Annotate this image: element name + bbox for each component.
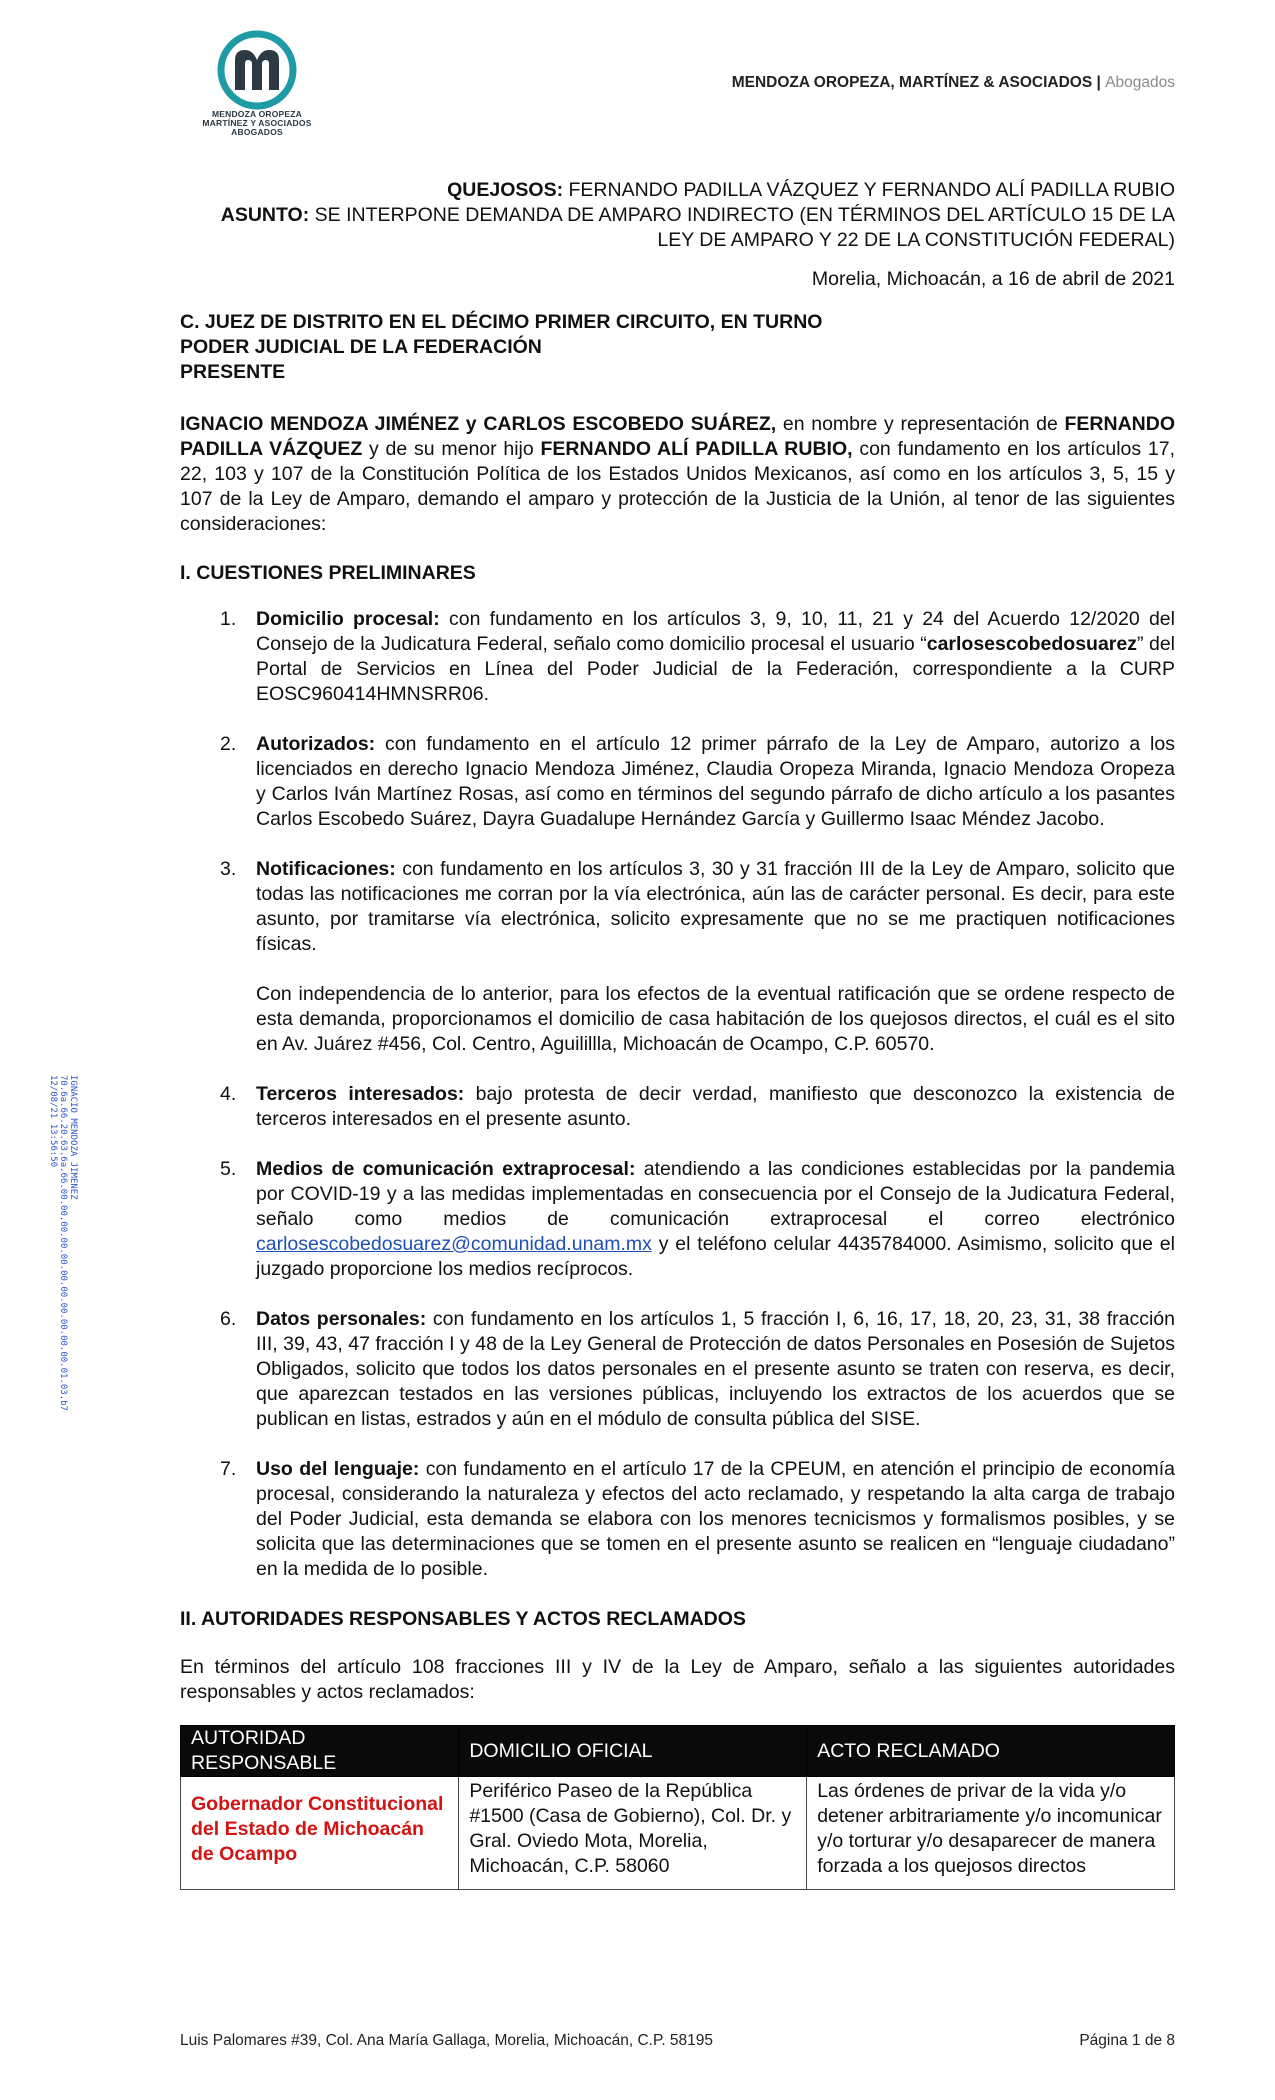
item-label: Medios de comunicación extraprocesal:: [256, 1158, 636, 1180]
item-text-b: y el teléfono celular 4435784000. Asimismo, solicito que el juzgado proporcione los medios recíprocos.: [256, 1233, 1175, 1280]
header-act: ACTO RECLAMADO: [807, 1726, 1175, 1777]
addressee-line-3: PRESENTE: [180, 361, 286, 383]
cell-address: Periférico Paseo de la República #1500 (Casa de Gobierno), Col. Dr. y Gral. Oviedo Mota, Morelia, Michoacán, C.P. 58060: [459, 1777, 807, 1890]
item-text: con fundamento en los artículos 1, 5 fracción I, 6, 16, 17, 18, 20, 23, 31, 38 fracción III, 39, 43, 47 fracción I y 48 de la Ley General de Protección de datos Personales en Posesión de Sujetos Obligados, solicito que todos los datos personales en el presente asunto se traten con reserva, es decir, que aparezcan testados en las versiones públicas, incluyendo los extractos de los acuerdos que se publican en listas, estrados y aún en el módulo de consulta pública del SISE.: [256, 1308, 1175, 1430]
list-item: [180, 1157, 1175, 1282]
asunto-line-2: LEY DE AMPARO Y 22 DE LA CONSTITUCIÓN FEDERAL): [657, 229, 1175, 251]
footer-address: Luis Palomares #39, Col. Ana María Gallaga, Morelia, Michoacán, C.P. 58195: [180, 2032, 714, 2049]
list-item: [180, 732, 1175, 832]
item-text: con fundamento en los artículos 3, 9, 10, 11, 21 y 24 del Acuerdo 12/2020 del Consejo de la Judicatura Federal, señalo como domicilio procesal el usuario “: [256, 608, 1175, 655]
firm-logo: [197, 30, 317, 162]
asunto-text-1: SE INTERPONE DEMANDA DE AMPARO INDIRECTO (EN TÉRMINOS DEL ARTÍCULO 15 DE LA: [309, 204, 1175, 226]
logo-line-3: ABOGADOS: [231, 127, 283, 137]
list-item: [180, 607, 1175, 707]
page-footer: [180, 2032, 1175, 2050]
stamp-line-1: IGNACIO MENDOZA JIMENEZ: [68, 1075, 78, 1200]
quejosos-text: FERNANDO PADILLA VÁZQUEZ Y FERNANDO ALÍ PADILLA RUBIO: [563, 179, 1175, 201]
item-text: atendiendo a las condiciones establecidas por la pandemia por COVID-19 y a las medidas implementadas en consecuencia por el Consejo de la Judicatura Federal, señalo como medios de comunicación extraprocesal el correo electrónico: [256, 1158, 1175, 1230]
asunto-label: ASUNTO:: [220, 204, 310, 226]
quejosos-line: [180, 178, 1175, 203]
item-bold-user: carlosescobedosuarez: [926, 633, 1137, 655]
asunto-line: [180, 203, 1175, 228]
firm-separator: |: [1096, 74, 1101, 91]
stamp-line-2: 70.6a.66.20.63.6a.66.00.00.00.00.00.00.00.00.00.00.00.01.03.b7: [58, 1075, 68, 1411]
logo-line-1: MENDOZA OROPEZA: [211, 109, 303, 119]
item-text: bajo protesta de decir verdad, manifiesto que desconozco la existencia de terceros interesados en el presente asunto.: [256, 1083, 1175, 1130]
firm-subtitle: Abogados: [1105, 74, 1175, 91]
addressee-line-2: PODER JUDICIAL DE LA FEDERACIÓN: [180, 336, 542, 358]
intro-party-2: FERNANDO ALÍ PADILLA RUBIO,: [540, 438, 853, 460]
cell-authority: Gobernador Constitucional del Estado de Michoacán de Ocampo: [181, 1777, 459, 1890]
item-extra-paragraph: Con independencia de lo anterior, para los efectos de la eventual ratificación que se ordene respecto de esta demanda, proporcionamos el domicilio de casa habitación de los quejosos directos, el cuál es el sito en Av. Juárez #456, Col. Centro, Aguilillla, Michoacán de Ocampo, C.P. 60570.: [256, 983, 1175, 1055]
subject-block: [180, 178, 1175, 253]
digital-signature-stamp: [48, 1075, 78, 1411]
item-number: 4.: [220, 1083, 237, 1105]
addressee-block: [180, 310, 1175, 385]
section-2-title: II. AUTORIDADES RESPONSABLES Y ACTOS RECLAMADOS: [180, 1608, 746, 1630]
quejosos-label: QUEJOSOS:: [447, 179, 564, 201]
item-label: Terceros interesados:: [256, 1083, 465, 1105]
item-text-b: ” del Portal de Servicios en Línea del Poder Judicial de la Federación, correspondiente a la CURP EOSC960414HMNSRR06.: [256, 633, 1175, 705]
header-address: DOMICILIO OFICIAL: [459, 1726, 807, 1777]
intro-text-2: y de su menor hijo: [362, 438, 541, 460]
header-authority: AUTORIDAD RESPONSABLE: [181, 1726, 459, 1777]
table-header-row: [181, 1726, 1175, 1777]
item-label: Autorizados:: [256, 733, 376, 755]
email-link[interactable]: carlosescobedosuarez@comunidad.unam.mx: [256, 1233, 652, 1255]
item-number: 7.: [220, 1458, 237, 1480]
item-text: con fundamento en los artículos 3, 30 y 31 fracción III de la Ley de Amparo, solicito que todas las notificaciones me corran por la vía electrónica, aún las de carácter personal. Es decir, para este asunto, por tramitarse vía electrónica, solicito expresamente que no se me practiquen notificaciones físicas.: [256, 858, 1175, 955]
list-item: [180, 1082, 1175, 1132]
section-1-title: I. CUESTIONES PRELIMINARES: [180, 562, 476, 584]
intro-party-1: FERNANDO PADILLA VÁZQUEZ: [180, 413, 1175, 460]
item-number: 1.: [220, 608, 237, 630]
intro-paragraph: [180, 412, 1175, 537]
intro-text-3: con fundamento en los artículos 17, 22, 103 y 107 de la Constitución Política de los Estados Unidos Mexicanos, así como en los artículos 3, 5, 15 y 107 de la Ley de Amparo, demando el amparo y protección de la Justicia de la Unión, al tenor de las siguientes consideraciones:: [180, 438, 1175, 535]
item-number: 3.: [220, 858, 237, 880]
page-number: Página 1 de 8: [1079, 2032, 1175, 2049]
logo-line-2: MARTÍNEZ Y ASOCIADOS: [202, 118, 312, 128]
firm-name: MENDOZA OROPEZA, MARTÍNEZ & ASOCIADOS: [731, 74, 1093, 91]
item-label: Datos personales:: [256, 1308, 427, 1330]
preliminary-list: [180, 607, 1175, 1582]
addressee-line-1: C. JUEZ DE DISTRITO EN EL DÉCIMO PRIMER CIRCUITO, EN TURNO: [180, 311, 823, 333]
item-text: con fundamento en el artículo 12 primer párrafo de la Ley de Amparo, autorizo a los licenciados en derecho Ignacio Mendoza Jiménez, Claudia Oropeza Miranda, Ignacio Mendoza Oropeza y Carlos Iván Martínez Rosas, así como en términos del segundo párrafo de dicho artículo a los pasantes Carlos Escobedo Suárez, Dayra Guadalupe Hernández García y Guillermo Isaac Méndez Jacobo.: [256, 733, 1175, 830]
list-item: [180, 857, 1175, 1057]
item-label: Uso del lenguaje:: [256, 1458, 420, 1480]
item-number: 5.: [220, 1158, 237, 1180]
document-date: Morelia, Michoacán, a 16 de abril de 2021: [811, 268, 1175, 290]
item-label: Domicilio procesal:: [256, 608, 440, 630]
item-number: 2.: [220, 733, 237, 755]
intro-text-1: en nombre y representación de: [776, 413, 1065, 435]
item-text: con fundamento en el artículo 17 de la CPEUM, en atención el principio de economía procesal, considerando la naturaleza y efectos del acto reclamado, y respetando la alta carga de trabajo del Poder Judicial, esta demanda se elabora con los menores tecnicismos y formalismos posibles, y se solicita que las determinaciones que se tomen en el presente asunto se realicen en “lenguaje ciudadano” en la medida de lo posible.: [256, 1458, 1175, 1580]
logo-emblem-icon: [217, 30, 297, 110]
list-item: [180, 1457, 1175, 1582]
table-row: [181, 1777, 1175, 1890]
cell-act: Las órdenes de privar de la vida y/o detener arbitrariamente y/o incomunicar y/o torturar y/o desaparecer de manera forzada a los quejosos directos: [807, 1777, 1175, 1890]
authorities-table: [180, 1725, 1175, 1890]
intro-names: IGNACIO MENDOZA JIMÉNEZ y CARLOS ESCOBEDO SUÁREZ,: [180, 413, 777, 435]
stamp-line-3: 12/08/21 13:56:50: [48, 1075, 58, 1168]
section-2-intro: En términos del artículo 108 fracciones III y IV de la Ley de Amparo, señalo a las siguientes autoridades responsables y actos reclamados:: [180, 1656, 1175, 1703]
firm-header: [732, 74, 1175, 92]
list-item: [180, 1307, 1175, 1432]
item-number: 6.: [220, 1308, 237, 1330]
document-body: [180, 178, 1175, 1890]
item-label: Notificaciones:: [256, 858, 396, 880]
